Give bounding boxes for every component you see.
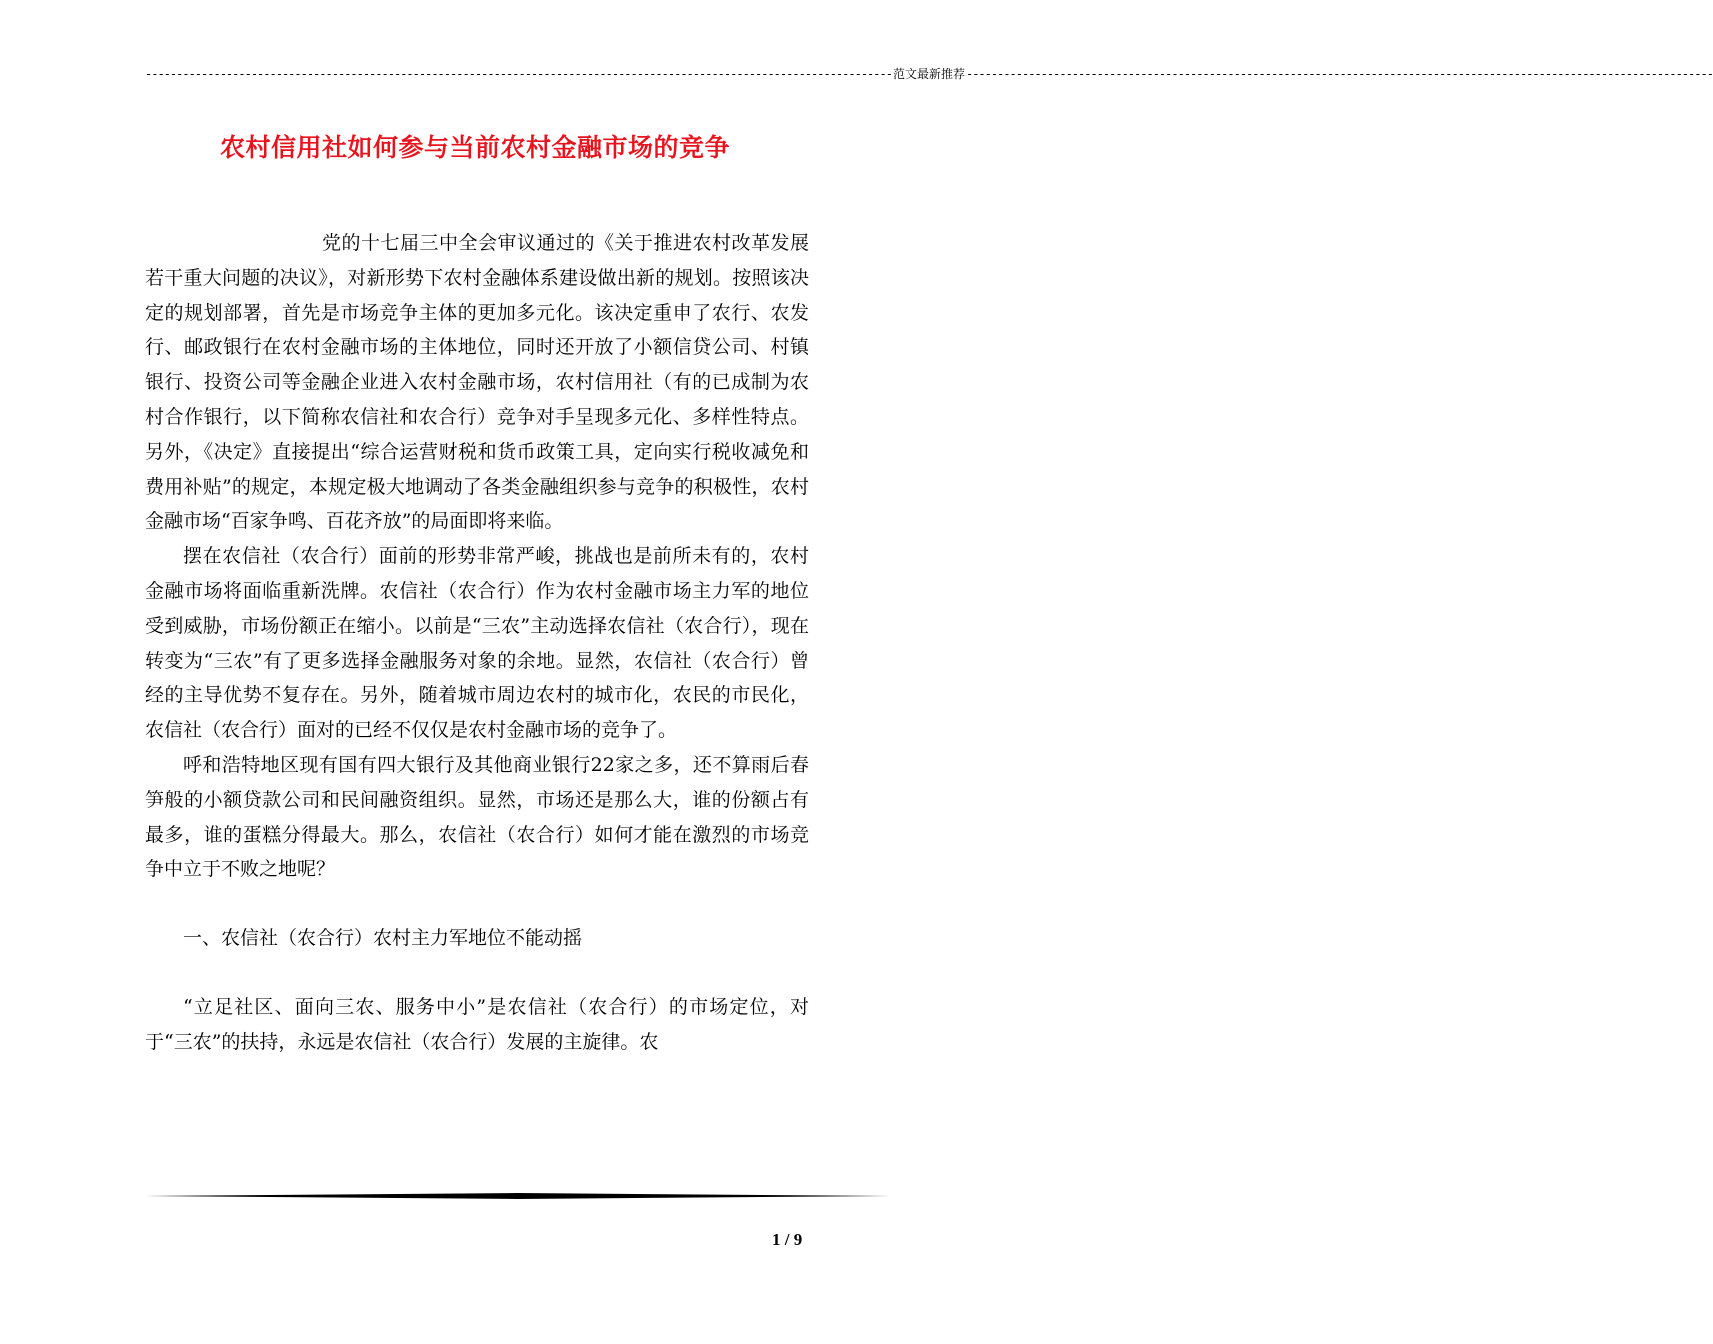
header-dash-left: ------------------------------------------------------------------------------------------------------------------------ [145, 67, 892, 81]
document-title: 农村信用社如何参与当前农村金融市场的竞争 [219, 133, 730, 162]
header-dash-right: ------------------------------------------------------------------------------------------------------------------------ [965, 67, 1713, 81]
page-header [145, 66, 1713, 82]
paragraph-1: 党的十七届三中全会审议通过的《关于推进农村改革发展若干重大问题的决议》，对新形势下农村金融体系建设做出新的规划。按照该决定的规划部署，首先是市场竞争主体的更加多元化。该决定重申了农行、农发行、邮政银行在农村金融市场的主体地位，同时还开放了小额信贷公司、村镇银行、投资公司等金融企业进入农村金融市场，农村信用社（有的已成制为农村合作银行，以下简称农信社和农合行）竞争对手呈现多元化、多样性特点。另外，《决定》直接提出“综合运营财税和货币政策工具，定向实行税收减免和费用补贴”的规定，本规定极大地调动了各类金融组织参与竞争的积极性，农村金融市场“百家争鸣、百花齐放”的局面即将来临。 [145, 232, 809, 533]
page-number: 1 / 9 [772, 1230, 803, 1249]
paragraph-2: 摆在农信社（农合行）面前的形势非常严峻，挑战也是前所未有的，农村金融市场将面临重新洗牌。农信社（农合行）作为农村金融市场主力军的地位受到威胁，市场份额正在缩小。以前是“三农”主动选择农信社（农合行），现在转变为“三农”有了更多选择金融服务对象的余地。显然，农信社（农合行）曾经的主导优势不复存在。另外，随着城市周边农村的城市化，农民的市民化，农信社（农合行）面对的已经不仅仅是农村金融市场的竞争了。 [145, 545, 809, 742]
paragraph-4: “立足社区、面向三农、服务中小”是农信社（农合行）的市场定位，对于“三农”的扶持，永远是农信社（农合行）发展的主旋律。农 [145, 995, 809, 1053]
section-heading-1: 一、农信社（农合行）农村主力军地位不能动摇 [183, 927, 583, 950]
document-body [145, 226, 809, 1060]
footer-rule [145, 1193, 890, 1199]
header-label: 范文最新推荐 [892, 67, 965, 81]
paragraph-3: 呼和浩特地区现有国有四大银行及其他商业银行22家之多，还不算雨后春笋般的小额贷款公司和民间融资组织。显然，市场还是那么大，谁的份额占有最多，谁的蛋糕分得最大。那么，农信社（农合行）如何才能在激烈的市场竞争中立于不败之地呢？ [145, 753, 809, 881]
